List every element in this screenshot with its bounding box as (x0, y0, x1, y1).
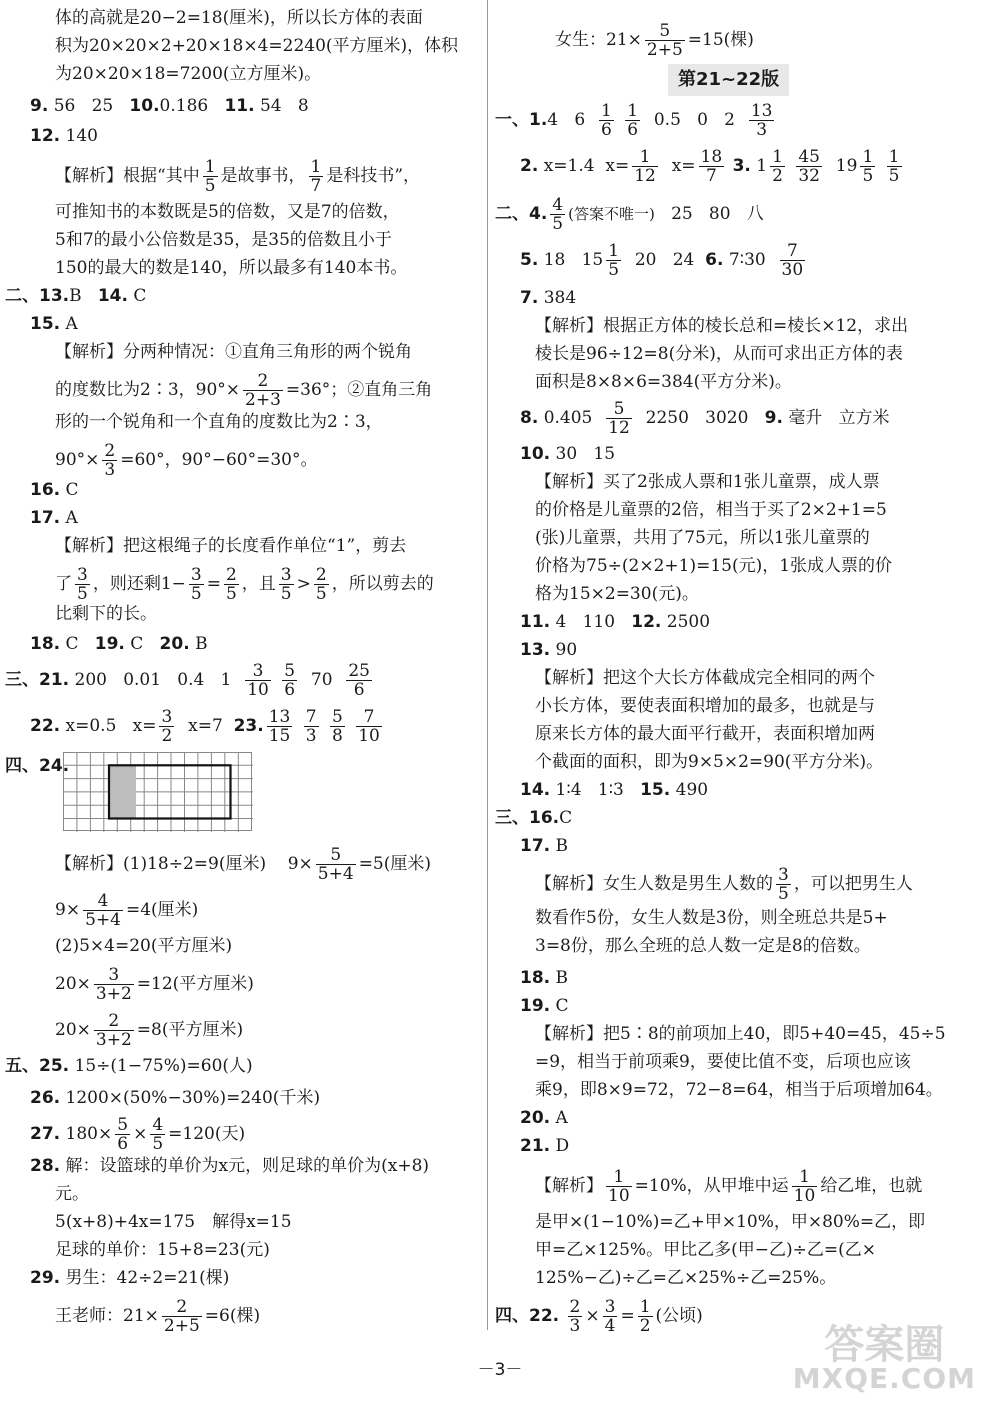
text-line: 3=8份，那么全班的总人数一定是8的倍数。 (535, 936, 871, 956)
section-5-row: 五、25. 15÷(1−75%)=60(人) (5, 1056, 253, 1076)
watermark-url: MXQE.COM (792, 1362, 976, 1395)
text-line: 【解析】根据正方体的棱长总和=棱长×12，求出 (535, 316, 909, 336)
explanation-15-formula-2: 90°× $\frac{2}{3}$ =60°，90°−60°=30°。 (55, 441, 318, 480)
section-3-row: 三、16.C (495, 808, 573, 828)
section-4-row: 四、22. $\frac{2}{3}$ × $\frac{3}{4}$ = $\frac{1}{2}$ (公顷) (495, 1297, 703, 1336)
text-line: 【解析】把这根绳子的长度看作单位“1”，剪去 (55, 536, 407, 556)
text-line: 数看作5份，女生人数是3份，则全班总共是5+ (535, 908, 888, 928)
explanation-12: 【解析】根据“其中 $\frac{1}{5}$ 是故事书， $\frac{1}{7}$ 是科技书”， (55, 157, 421, 196)
answer-row-29: 29. 男生：42÷2=21(棵) (30, 1268, 230, 1288)
text-line: 甲=乙×125%。甲比乙多(甲−乙)÷乙=(乙× (535, 1240, 876, 1260)
section-2-row: 二、4. $\frac{4}{5}$ (答案不唯一) 25 80 八 (495, 195, 764, 234)
text-line: 元。 (55, 1184, 89, 1204)
text-line: 150的最大的数是140，所以最多有140本书。 (55, 258, 408, 278)
text-line: (2)5×4=20(平方厘米) (55, 936, 233, 956)
grid-lines (63, 752, 253, 832)
section-2-row: 二、13.B 14. C (5, 286, 147, 306)
text-line: 体的高就是20−2=18(厘米)，所以长方体的表面 (55, 8, 423, 28)
section-3-row: 三、21. 200 0.01 0.4 1 $\frac{3}{10}$ $\frac{5}{6}$ 70 $\frac{25}{6}$ (5, 661, 370, 700)
text-line: 可推知书的本数既是5的倍数，又是7的倍数， (55, 202, 400, 222)
answer-row-18-20: 18. C 19. C 20. B (30, 634, 208, 654)
answer-row-26: 26. 1200×(50%−30%)=240(千米) (30, 1088, 321, 1108)
continued-29-formula: 女生：21× $\frac{5}{2+5}$ =15(棵) (555, 21, 754, 60)
explanation-24-line4: 20× $\frac{3}{3+2}$ =12(平方厘米) (55, 965, 254, 1004)
page-number: －3－ (477, 1360, 523, 1380)
edition-heading: 第21~22版 (668, 64, 789, 96)
answer-row-13: 13. 90 (520, 640, 578, 660)
text-line: 格为15×2=30(元)。 (535, 584, 699, 604)
explanation-24-line1: 【解析】(1)18÷2=9(厘米) 9× $\frac{5}{5+4}$ =5(厘米) (55, 845, 432, 884)
text-line: 5(x+8)+4x=175 解得x=15 (55, 1212, 292, 1232)
text-line: 面积是8×8×6=384(平方分米)。 (535, 372, 792, 392)
answer-row-17: 17. A (30, 508, 78, 528)
text-line: 小长方体，要使表面积增加的最多，也就是与 (535, 696, 875, 716)
answer-row-28: 28. 解：设篮球的单价为x元，则足球的单价为(x+8) (30, 1156, 430, 1176)
text-line: 【解析】把5∶8的前项加上40，即5+40=45，45÷5 (535, 1024, 946, 1044)
column-divider (487, 0, 488, 1330)
answer-row-27: 27. 180× $\frac{5}{6}$ × $\frac{4}{5}$ =120(天) (30, 1115, 246, 1154)
section-1-row: 一、1.4 6 $\frac{1}{6}$ $\frac{1}{6}$ 0.5 0 2 $\frac{13}{3}$ (495, 101, 773, 140)
explanation-17-line1: 【解析】女生人数是男生人数的 $\frac{3}{5}$ ，可以把男生人 (535, 865, 913, 904)
answer-row-21: 21. D (520, 1136, 570, 1156)
answer-row-14-15: 14. 1∶4 1∶3 15. 490 (520, 780, 709, 800)
explanation-24-line2: 9× $\frac{4}{5+4}$ =4(厘米) (55, 891, 199, 930)
text-line: 的价格是儿童票的2倍，相当于买了2×2+1=5 (535, 500, 887, 520)
text-line: 比剩下的长。 (55, 604, 157, 624)
text-line: 原来长方体的最大面平行截开，表面积增加两 (535, 724, 875, 744)
answer-row-12: 12. 140 (30, 126, 98, 146)
text-line: 价格为75÷(2×2+1)=15(元)，1张成人票的价 (535, 556, 893, 576)
shaded-region (109, 765, 136, 818)
answer-row-15: 15. A (30, 314, 78, 334)
text-line: 是甲×(1−10%)=乙+甲×10%，甲×80%=乙，即 (535, 1212, 926, 1232)
text-line: 【解析】把这个大长方体截成完全相同的两个 (535, 668, 875, 688)
answer-row-10: 10. 30 15 (520, 444, 616, 464)
text-line: =9，相当于前项乘9，要使比值不变，后项也应该 (535, 1052, 911, 1072)
text-line: 5和7的最小公倍数是35，是35的倍数且小于 (55, 230, 392, 250)
text-line: 125%−乙)÷乙=乙×25%÷乙=25%。 (535, 1268, 837, 1288)
explanation-21-line1: 【解析】 $\frac{1}{10}$ =10%，从甲堆中运 $\frac{1}{10}$ 给乙堆，也就 (535, 1167, 923, 1206)
watermark (792, 1322, 976, 1396)
answer-row-5-6: 5. 18 15 $\frac{1}{5}$ 20 24 6. 7∶30 $\frac{7}{30}$ (520, 241, 804, 280)
text-line: 【解析】分两种情况：①直角三角形的两个锐角 (55, 342, 412, 362)
answer-row-17: 17. B (520, 836, 569, 856)
answer-row-16: 16. C (30, 480, 79, 500)
answer-row-8-9: 8. 0.405 $\frac{5}{12}$ 2250 3020 9. 毫升 立方米 (520, 399, 890, 438)
answer-29-formula: 王老师：21× $\frac{2}{2+5}$ =6(棵) (55, 1297, 261, 1336)
explanation-15-formula: 的度数比为2∶3，90°× $\frac{2}{2+3}$ =36°；②直角三角 (55, 371, 433, 410)
text-line: 个截面的面积，即为9×5×2=90(平方分米)。 (535, 752, 884, 772)
text-line: 乘9，即8×9=72，72−8=64，相当于后项增加64。 (535, 1080, 943, 1100)
answer-row-11-12: 11. 4 110 12. 2500 (520, 612, 711, 632)
answer-row-18: 18. B (520, 968, 569, 988)
answer-row-22-23: 22. x=0.5 x= $\frac{3}{2}$ x=7 23. $\frac{13}{15}$ $\frac{7}{3}$ $\frac{5}{8}$ $\frac{7}{10}$ (30, 707, 380, 746)
answer-row-19: 19. C (520, 996, 569, 1016)
watermark-logo-text: 答案圈 (824, 1322, 945, 1368)
grid-figure (63, 752, 253, 832)
text-line: 【解析】买了2张成人票和1张儿童票，成人票 (535, 472, 880, 492)
text-line: 足球的单价：15+8=23(元) (55, 1240, 270, 1260)
text-line: 为20×20×18=7200(立方厘米)。 (55, 64, 322, 84)
answer-row-2-3: 2. x=1.4 x= $\frac{1}{12}$ x= $\frac{18}{7}$ 3. 1 $\frac{1}{2}$ $\frac{45}{32}$ 19 $\frac{1}{5}$ $\frac{1}{5}$ (520, 147, 900, 186)
explanation-24-line5: 20× $\frac{2}{3+2}$ =8(平方厘米) (55, 1011, 244, 1050)
text-line: 棱长是96÷12=8(分米)，从而可求出正方体的表 (535, 344, 903, 364)
answer-row-7: 7. 384 (520, 288, 577, 308)
text-line: 积为20×20×2+20×18×4=2240(平方厘米)，体积 (55, 36, 459, 56)
text-line: 形的一个锐角和一个直角的度数比为2∶3， (55, 412, 383, 432)
answer-row-9-11: 9. 56 25 10.0.186 11. 54 8 (30, 96, 309, 116)
explanation-17-formula: 了 $\frac{3}{5}$ ，则还剩1− $\frac{3}{5}$ = $\frac{2}{5}$ ，且 $\frac{3}{5}$ > $\frac{2}{5}$ ，所以剪去的 (55, 565, 434, 604)
text-line: (张)儿童票，共用了75元，所以1张儿童票的 (535, 528, 870, 548)
section-4-label: 四、24. (5, 756, 70, 776)
answer-row-20: 20. A (520, 1108, 568, 1128)
